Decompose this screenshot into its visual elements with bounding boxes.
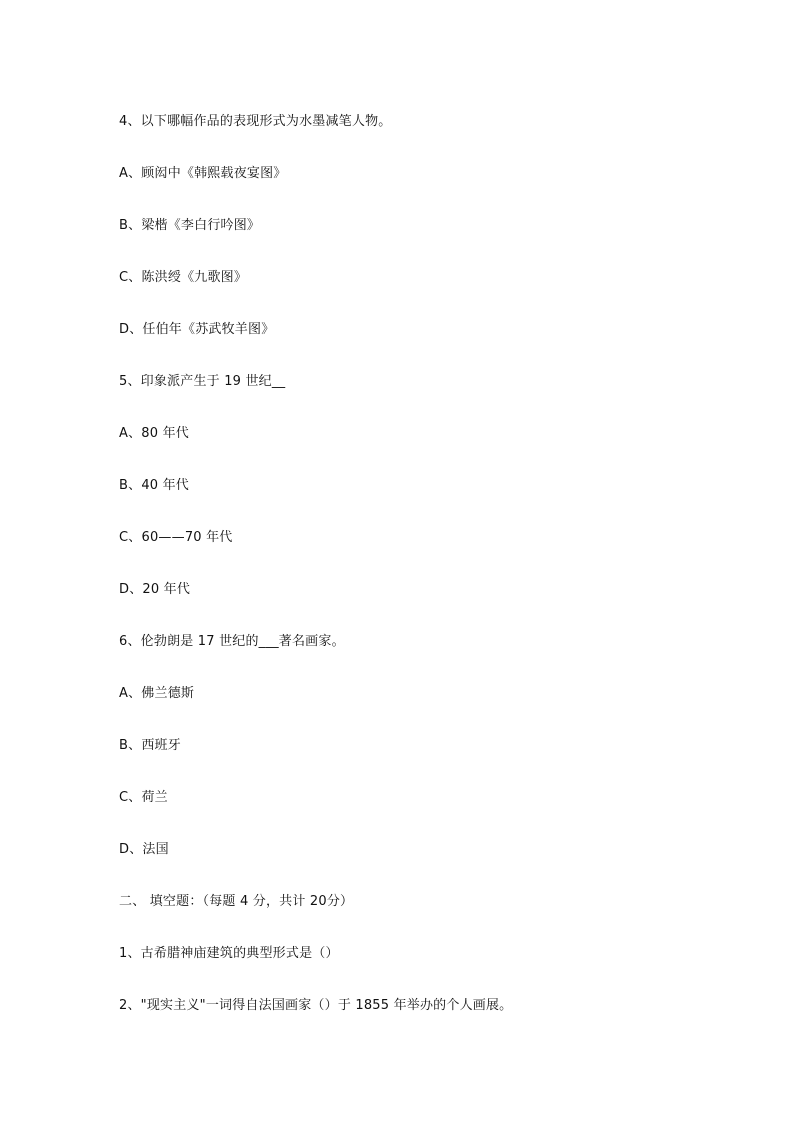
question-4-option-c: C、陈洪绶《九歌图》 bbox=[119, 270, 248, 285]
question-6: 6、伦勃朗是 17 世纪的___著名画家。 bbox=[119, 634, 345, 649]
section-heading-fill-in: 二、 填空题：（每题 4 分，共计 20分） bbox=[119, 894, 354, 909]
question-5-option-d: D、20 年代 bbox=[119, 582, 191, 597]
question-6-option-b: B、西班牙 bbox=[119, 738, 181, 753]
question-6-option-a: A、佛兰德斯 bbox=[119, 686, 195, 701]
question-6-option-c: C、荷兰 bbox=[119, 790, 168, 805]
question-5-option-a: A、80 年代 bbox=[119, 426, 189, 441]
fill-in-question-1: 1、古希腊神庙建筑的典型形式是（） bbox=[119, 946, 339, 961]
question-4-option-b: B、梁楷《李白行吟图》 bbox=[119, 218, 261, 233]
question-4-option-a: A、顾闳中《韩熙载夜宴图》 bbox=[119, 166, 287, 181]
question-5-option-b: B、40 年代 bbox=[119, 478, 189, 493]
question-5: 5、印象派产生于 19 世纪__ bbox=[119, 374, 286, 389]
question-4-option-d: D、任伯年《苏武牧羊图》 bbox=[119, 322, 275, 337]
question-6-option-d: D、法国 bbox=[119, 842, 169, 857]
fill-in-question-2: 2、"现实主义"一词得自法国画家（）于 1855 年举办的个人画展。 bbox=[119, 998, 513, 1013]
question-5-option-c: C、60——70 年代 bbox=[119, 530, 233, 545]
question-4: 4、以下哪幅作品的表现形式为水墨减笔人物。 bbox=[119, 114, 392, 129]
